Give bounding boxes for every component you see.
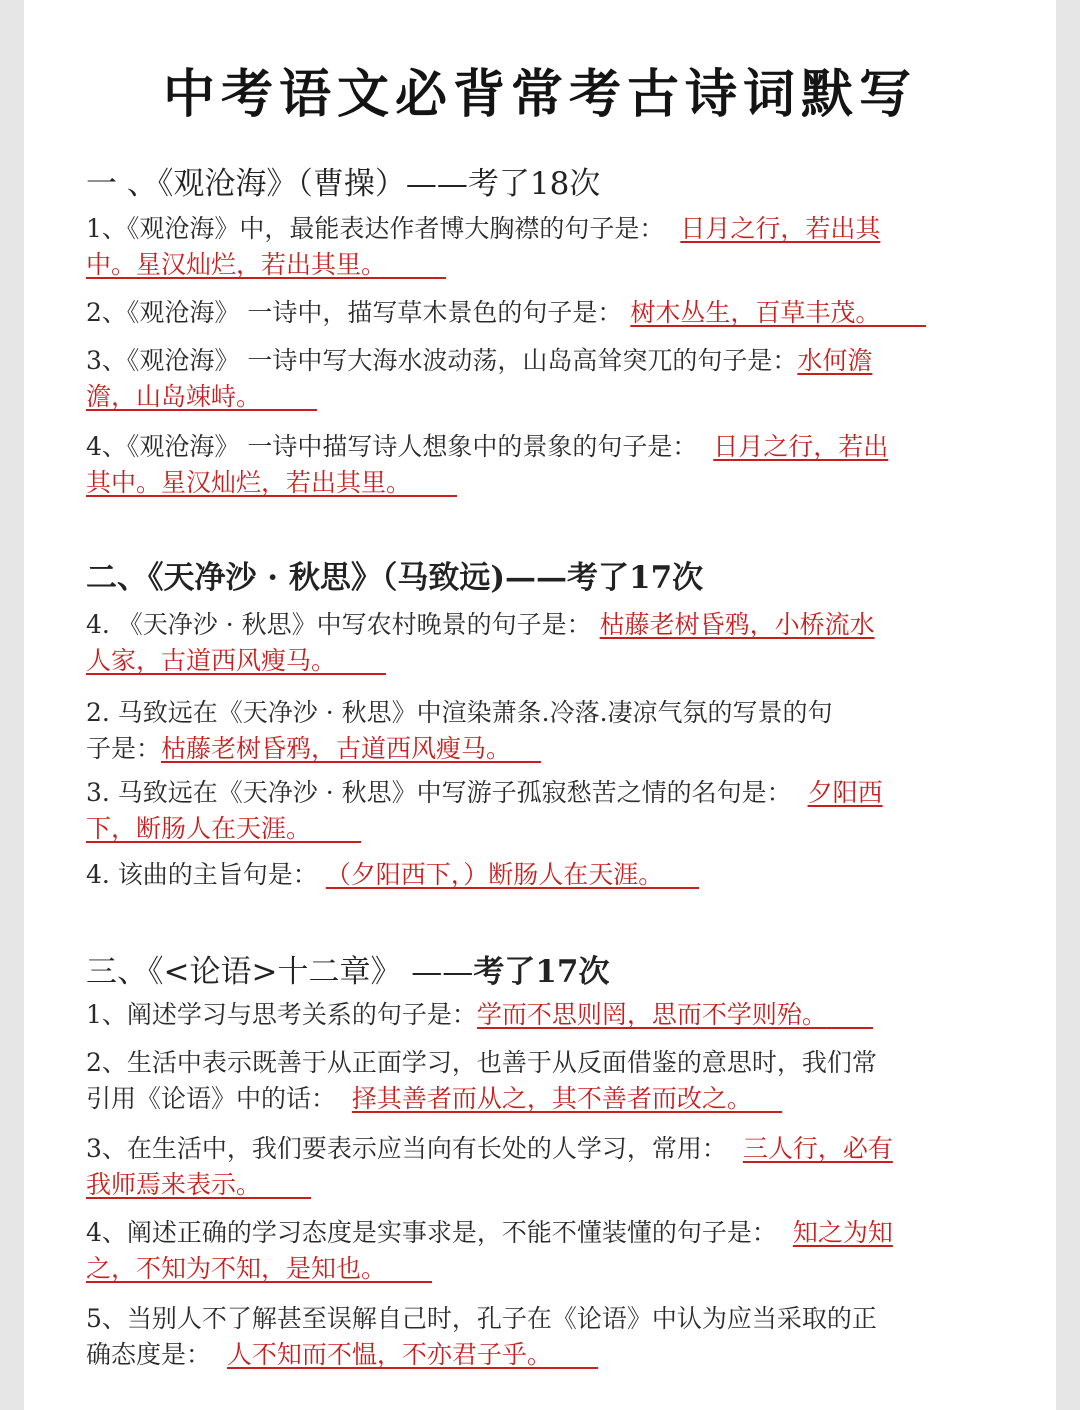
- answer-3-4-cont: 之，不知为不知，是知也。: [86, 1254, 387, 1283]
- answer-1-3: 水何澹: [797, 346, 873, 375]
- question-1-1-cont: [86, 248, 446, 282]
- document-page: [24, 0, 1056, 1410]
- section-2-heading: 二、《天净沙 · 秋思》（马致远)——考了17次: [86, 560, 704, 596]
- answer-3-3: 三人行，必有: [742, 1134, 893, 1163]
- question-1-3: 3、《观沧海》 一诗中写大海水波动荡，山岛高耸突兀的句子是：水何澹: [86, 346, 873, 375]
- question-1-2: 2、《观沧海》 一诗中，描写草木景色的句子是： 树木丛生，百草丰茂。: [86, 296, 926, 330]
- question-1-3-cont: [86, 380, 317, 414]
- question-2-3-cont: [86, 812, 361, 846]
- answer-1-3-cont: 澹，山岛竦峙。: [86, 382, 262, 411]
- answer-2-4: （夕阳西下，）断肠人在天涯。: [325, 860, 664, 889]
- question-3-2: 2、生活中表示既善于从正面学习，也善于从反面借鉴的意思时，我们常: [86, 1048, 877, 1077]
- question-2-1-cont: [86, 644, 386, 678]
- answer-1-4: 日月之行，若出: [713, 432, 889, 461]
- answer-1-4-cont: 其中。星汉灿烂，若出其里。: [86, 468, 412, 497]
- answer-2-1-cont: 人家，古道西风瘦马。: [86, 646, 337, 675]
- question-2-3: 3. 马致远在《天净沙 · 秋思》中写游子孤寂愁苦之情的名句是： 夕阳西: [86, 778, 883, 807]
- question-3-4: 4、阐述正确的学习态度是实事求是，不能不懂装懂的句子是： 知之为知: [86, 1218, 893, 1247]
- answer-3-2: 择其善者而从之，其不善者而改之。: [351, 1084, 752, 1113]
- page-title: 中考语文必背常考古诗词默写: [162, 64, 917, 125]
- question-1-1: 1、《观沧海》中，最能表达作者博大胸襟的句子是： 日月之行，若出其: [86, 214, 881, 243]
- question-2-2: 2. 马致远在《天净沙 · 秋思》中渲染萧条.冷落.凄凉气氛的写景的句: [86, 698, 833, 727]
- answer-3-3-cont: 我师焉来表示。: [86, 1170, 262, 1199]
- question-3-5: 5、当别人不了解甚至误解自己时，孔子在《论语》中认为应当采取的正: [86, 1304, 877, 1333]
- section-1-heading: 一 、《观沧海》（曹操）——考了18次: [86, 166, 601, 202]
- question-3-3: 3、在生活中，我们要表示应当向有长处的人学习，常用： 三人行，必有: [86, 1134, 893, 1163]
- answer-3-4: 知之为知: [792, 1218, 893, 1247]
- answer-3-5: 人不知而不愠，不亦君子乎。: [226, 1340, 552, 1369]
- question-3-5-cont: 确态度是： 人不知而不愠，不亦君子乎。: [86, 1338, 598, 1372]
- question-1-4-cont: [86, 466, 457, 500]
- question-2-1: 4. 《天净沙 · 秋思》中写农村晚景的句子是： 枯藤老树昏鸦，小桥流水: [86, 610, 875, 639]
- question-1-4: 4、《观沧海》 一诗中描写诗人想象中的景象的句子是： 日月之行，若出: [86, 432, 889, 461]
- question-3-1: 1、阐述学习与思考关系的句子是：学而不思则罔，思而不学则殆。: [86, 998, 873, 1032]
- question-2-4: 4. 该曲的主旨句是： （夕阳西下，）断肠人在天涯。: [86, 858, 699, 892]
- answer-2-1: 枯藤老树昏鸦，小桥流水: [599, 610, 875, 639]
- answer-1-2: 树木丛生，百草丰茂。: [630, 298, 881, 327]
- answer-2-3: 夕阳西: [807, 778, 883, 807]
- answer-1-1-cont: 中。星汉灿烂，若出其里。: [86, 250, 387, 279]
- section-3-heading: 三、《<论语>十二章》 ——考了17次: [86, 954, 610, 990]
- question-3-4-cont: [86, 1252, 432, 1286]
- question-3-3-cont: [86, 1168, 311, 1202]
- question-3-2-cont: 引用《论语》中的话： 择其善者而从之，其不善者而改之。: [86, 1082, 782, 1116]
- answer-2-3-cont: 下，断肠人在天涯。: [86, 814, 312, 843]
- answer-3-1: 学而不思则罔，思而不学则殆。: [476, 1000, 827, 1029]
- answer-2-2: 枯藤老树昏鸦，古道西风瘦马。: [161, 734, 512, 763]
- question-2-2-cont: 子是：枯藤老树昏鸦，古道西风瘦马。: [86, 732, 541, 766]
- answer-1-1: 日月之行，若出其: [680, 214, 881, 243]
